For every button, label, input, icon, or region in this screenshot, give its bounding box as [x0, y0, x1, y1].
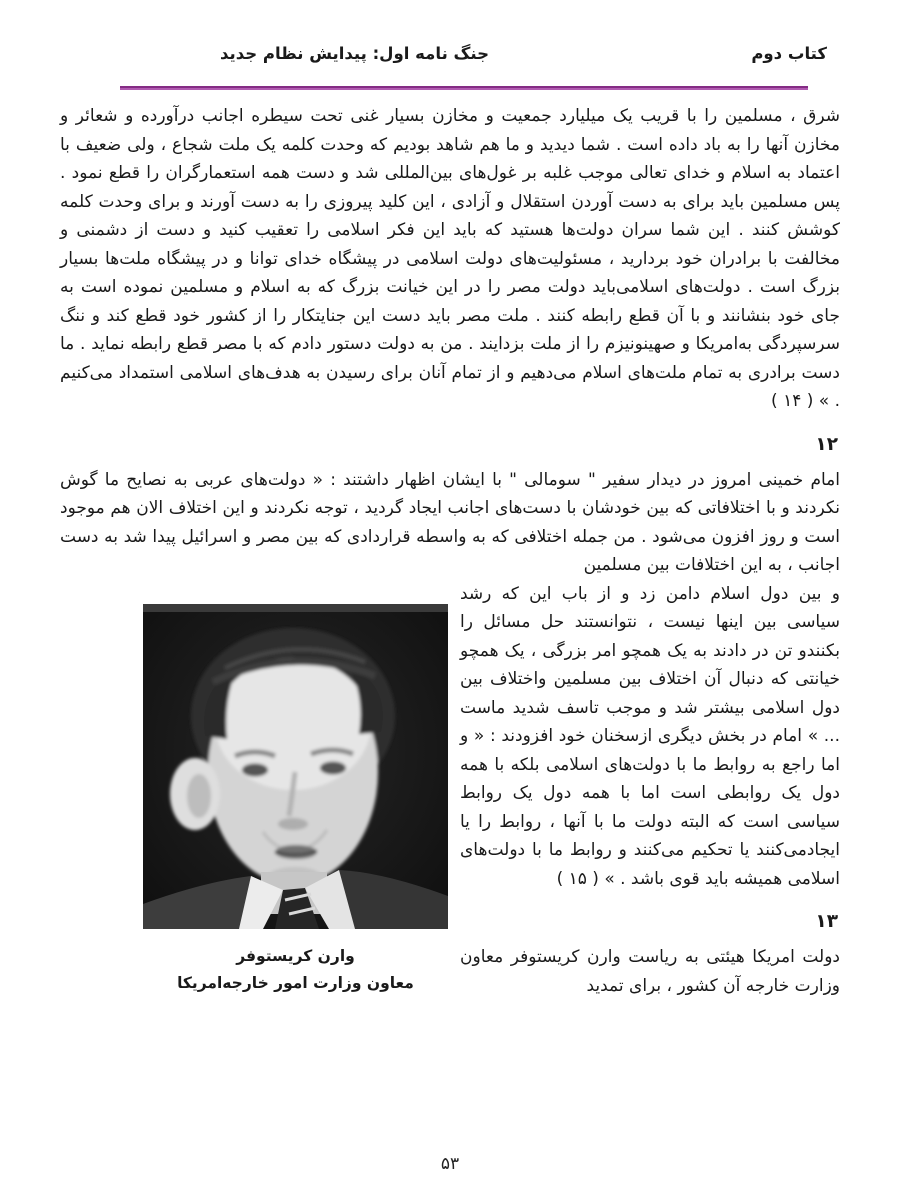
photo-text-wrap — [60, 580, 840, 1001]
photo-caption — [143, 943, 448, 997]
paragraph-1: شرق ، مسلمین را با قریب یک میلیارد جمعیت و مخازن بسیار غنی تحت سیطره اجانب درآورده و شعائر و مخازن آنها را به باد داده است . شما دیدید و ما هم شاهد بودیم که وحدت کلمه یک ملت شجاع ، ولی ضعیف با اعتماد به اسلام و خدای تعالی موجب غلبه بر غول‌های بین‌المللی شد و دست همه استعمارگران را قطع نمود . پس مسلمین باید برای به دست آوردن استقلال و آزادی ، این کلید پیروزی را به دست آورند و برای وحدت کلمه کوشش کنند . این شما سران دولت‌ها هستید که باید این فکر اسلامی را تعقیب کنید و دست از دشمنی و مخالفت با برادران خود بردارید ، مسئولیت‌های دولت اسلامی در پیشگاه خدای توانا و در پیشگاه ملت‌ها بسیار بزرگ است . دولت‌های اسلامی‌باید دولت مصر را در این خیانت بزرگ که به اسلام و مسلمین نموده است به جای خود بنشانند و با آن قطع رابطه کنند . ملت مصر باید دست این جنایتکار را از کشور خود قطع کند و ننگ سرسپردگی به‌امریکا و صهینونیزم را از ملت بزدایند . من به دولت دستور دادم که با مصر قطع رابطه نماید . ما دست برادری به تمام ملت‌های اسلام می‌دهیم و از تمام آنان برای رسیدن به هدف‌های اسلامی استمداد می‌کنیم . » ( ۱۴ ) — [60, 106, 840, 411]
page-footer — [0, 1154, 900, 1174]
paragraph-3: دولت امریکا هیئتی به ریاست وارن کریستوفر معاون وزارت خارجه آن کشور ، برای تمدید — [460, 947, 840, 996]
paragraph-2-intro: امام خمینی امروز در دیدار سفیر " سومالی " با ایشان اظهار داشتند : « دولت‌های عربی به نصایح ما گوش نکردند و با اختلافاتی که بین خودشان با دست‌های اجانب ایجاد گردید ، توجه نکردند و این اختلاف الان هم موجود است و روز افزون می‌شود . من جمله اختلافی که به واسطه قراردادی که بین مصر و اسرائیل پیدا شد به دست اجانب ، به این اختلافات بین مسلمین — [60, 469, 840, 575]
photo-figure — [60, 604, 460, 997]
paragraph-2-rest: و بین دول اسلام دامن زد و از باب این که رشد سیاسی بین اینها نیست ، نتوانستند حل مسائل را بکنندو تن در دادند به یک همچو امر بزرگی ، یک همچو خیانتی که دنبال آن اختلاف بین مسلمین واختلاف بین دول اسلامی بیشتر شد و موجب تاسف شدید ماست ... » امام در بخش دیگری ازسخنان خود افزودند : « و اما راجع به روابط ما با دولت‌های اسلامی بلکه با همه دول یک روابطی است اما با همه دول یک روابط سیاسی است که البته دولت ما با آنها ، روابط را یا ایجادمی‌کنند یا تحکیم می‌کنند و روابط ما با دولت‌های اسلامی همیشه باید قوی باشد . » ( ۱۵ ) — [460, 583, 840, 889]
section-number-13: ۱۳ — [815, 911, 838, 932]
header-book-label: کتاب دوم — [751, 44, 827, 63]
photo-caption-title: معاون وزارت امور خارجه‌امریکا — [177, 973, 414, 992]
portrait-illustration — [143, 604, 448, 929]
warren-christopher-photo — [143, 604, 448, 929]
page-content — [0, 44, 900, 1000]
photo-caption-name: وارن کریستوفر — [236, 946, 355, 965]
section-number-12: ۱۲ — [815, 433, 838, 455]
page-header — [60, 44, 840, 78]
header-chapter-title: جنگ نامه اول: پیدایش نظام جدید — [220, 44, 490, 63]
header-rule — [120, 86, 808, 89]
page-number: ۵۳ — [440, 1154, 460, 1174]
